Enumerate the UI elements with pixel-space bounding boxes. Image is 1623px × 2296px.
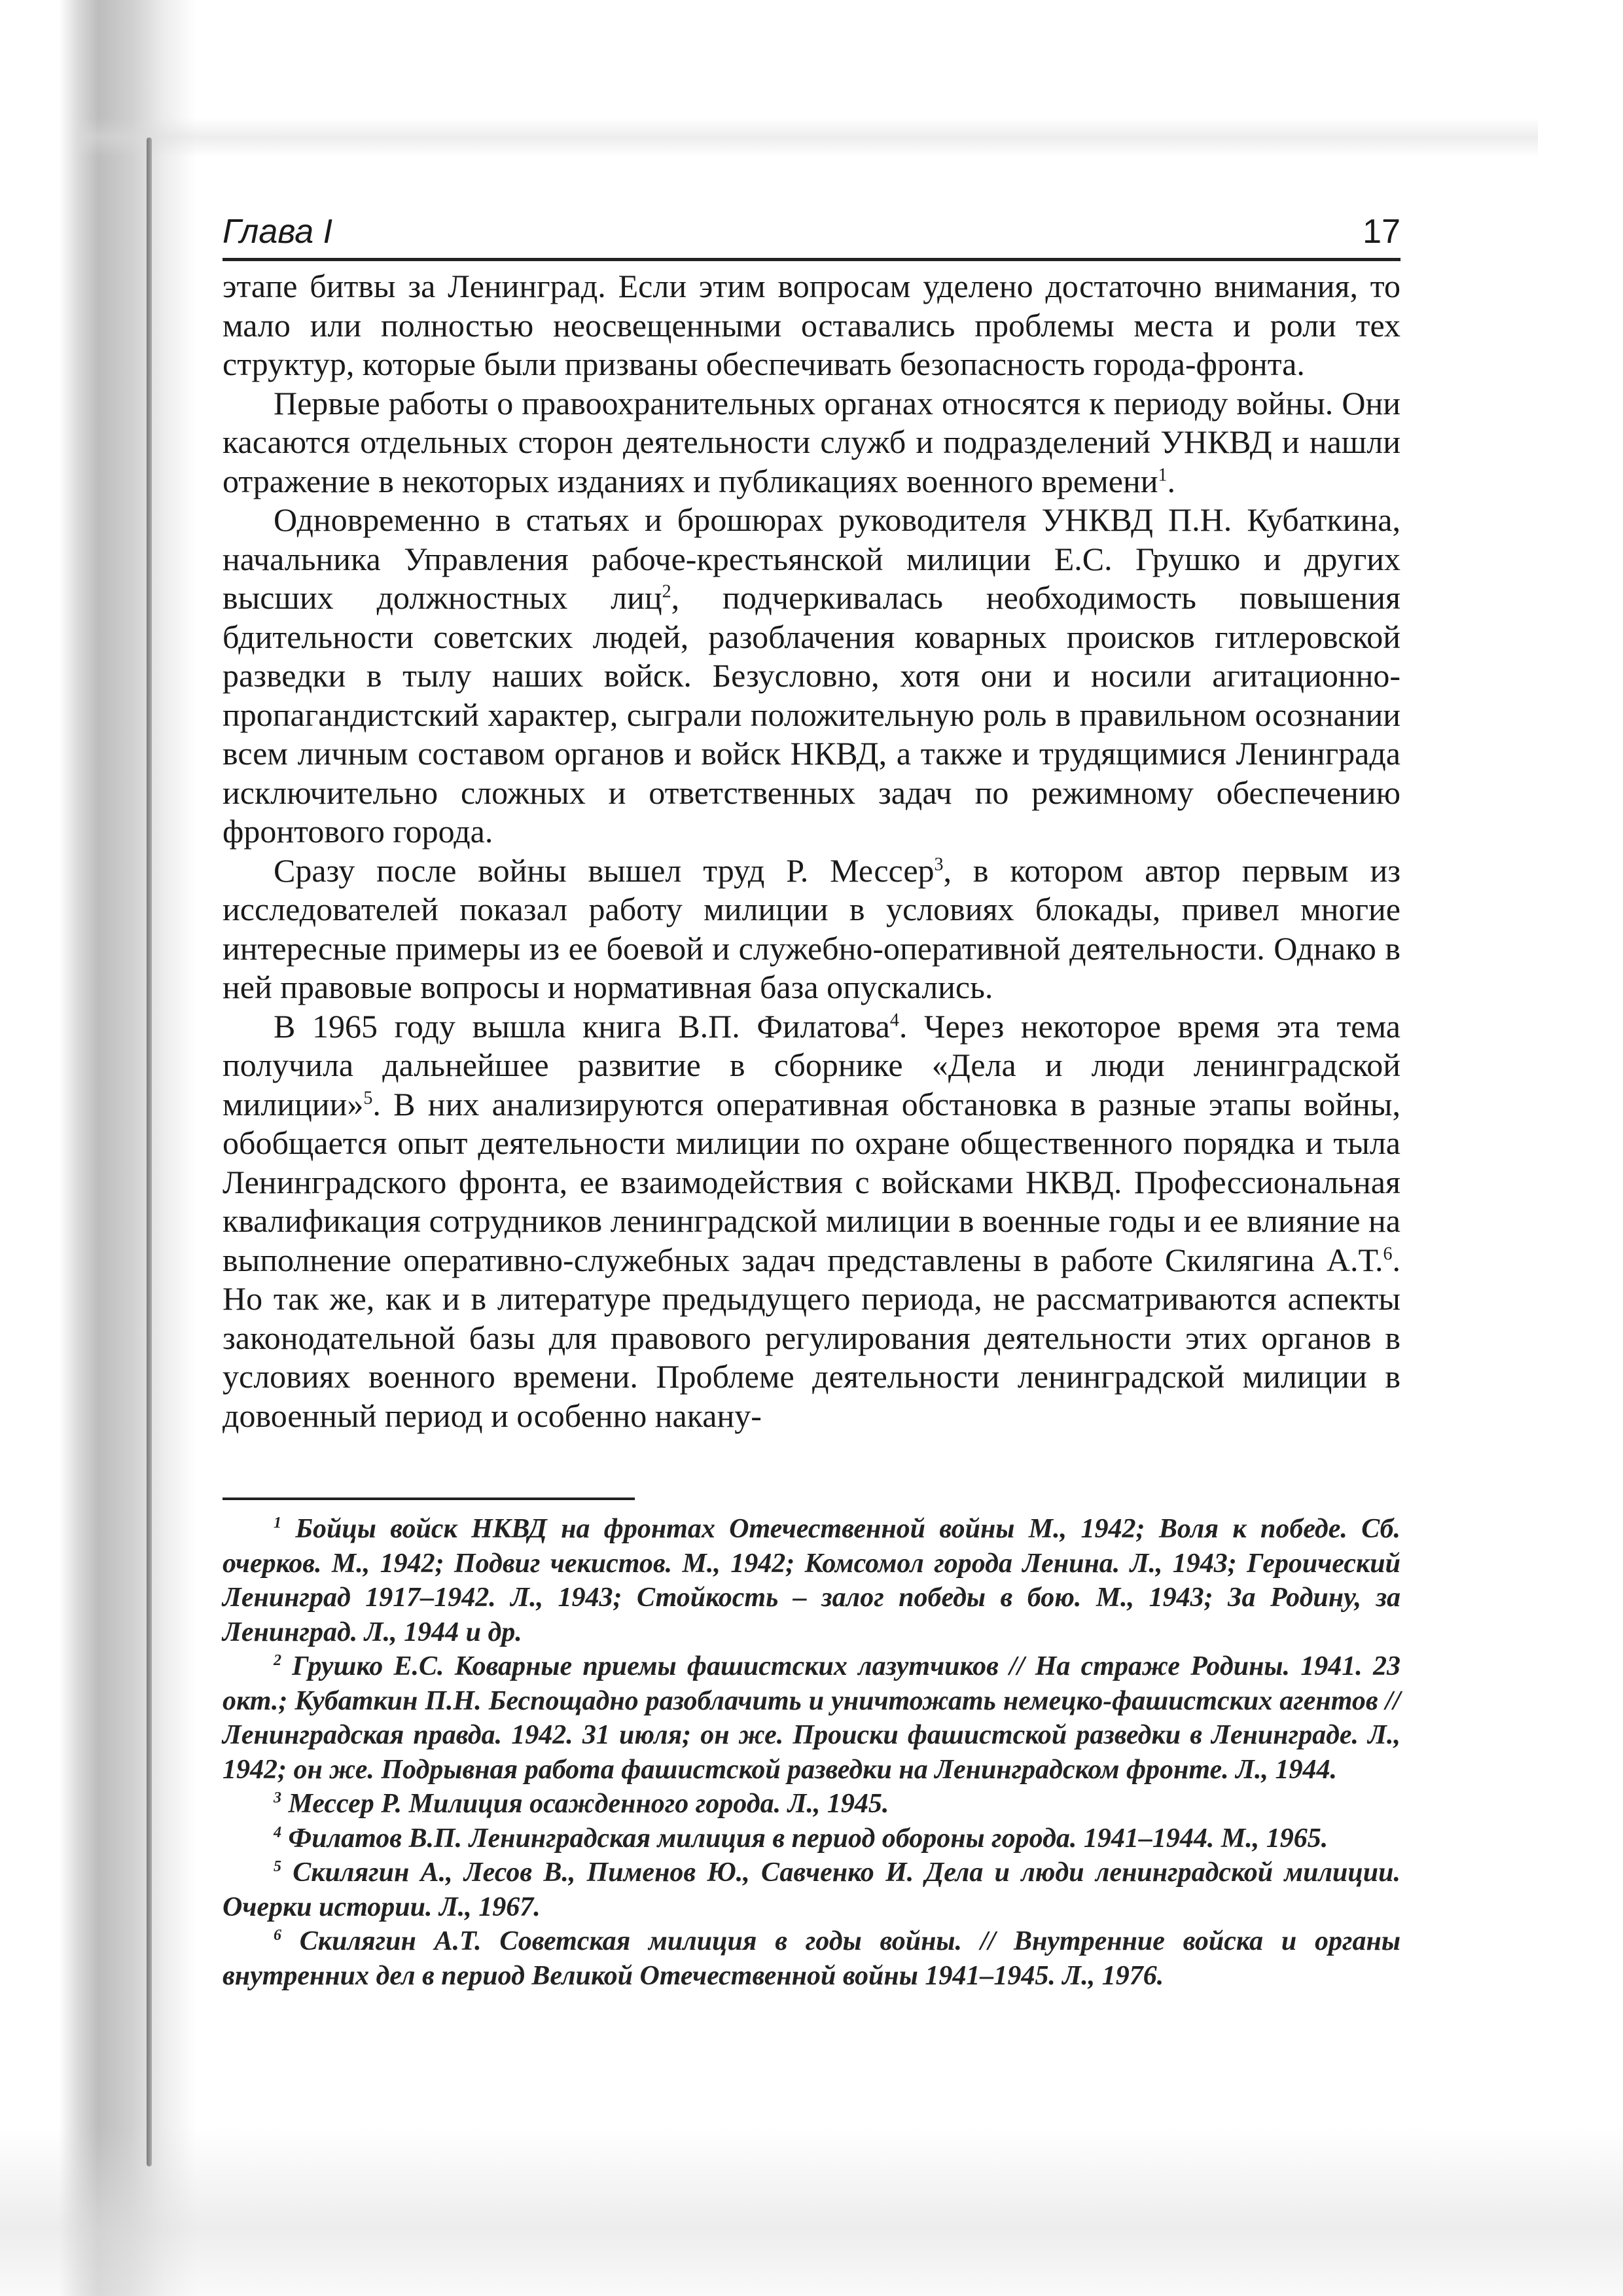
footnote-text: Филатов В.П. Ленинградская милиция в период обороны города. 1941–1944. М., 1965. [288, 1823, 1329, 1854]
footnote-text: Бойцы войск НКВД на фронтах Отечественной войны М., 1942; Воля к победе. Сб. очерков. М., 1942; Подвиг чекистов. М., 1942; Комсомол города Ленина. Л., 1943; Героический Ленинград 1917–1942. Л., 1943; Стойкость – залог победы в бою. М., 1943; За Родину, за Ленинград. Л., 1944 и др. [223, 1514, 1400, 1647]
paragraph-4-text-b: , в котором автор первым из исследователей показал работу милиции в условиях блокады, привел многие интересные примеры из ее боевой и служебно-оперативной деятельности. Однако в ней правовые вопросы и нормативная база опускались. [223, 852, 1400, 1005]
footnotes [223, 1512, 1400, 1993]
paragraph-1-text: этапе битвы за Ленинград. Если этим вопросам уделено достаточно внимания, то мало или полностью неосвещенными оставались проблемы места и роли тех структур, которые были призваны обеспечивать безопасность города-фронта. [223, 268, 1400, 382]
paragraph-2-end: . [1167, 462, 1175, 499]
footnote [223, 1821, 1400, 1856]
paragraph-2-text: Первые работы о правоохранительных органах относятся к периоду войны. Они касаются отдельных сторон деятельности служб и подразделений УНКВД и нашли отражение в некоторых изданиях и публикациях военного времени [223, 384, 1400, 499]
paragraph-5-text-b: . Через некоторое время эта тема получила дальнейшее развитие в сборнике «Дела и люди ленинградской милиции» [223, 1007, 1400, 1122]
footnote-ref-1[interactable]: 1 [1158, 464, 1168, 485]
footnote [223, 1787, 1400, 1821]
footnote-text: Скилягин А.Т. Советская милиция в годы войны. // Внутренние войска и органы внутренних дел в период Великой Отечественной войны 1941–1945. Л., 1976. [223, 1926, 1401, 1991]
paragraph-4-text-a: Сразу после войны вышел труд Р. Мессер [274, 852, 935, 889]
footnote-text: Грушко Е.С. Коварные приемы фашистских лазутчиков // На страже Родины. 1941. 23 окт.; Кубаткин П.Н. Беспощадно разоблачить и уничтожать немецко-фашистских агентов // Ленинградская правда. 1942. 31 июля; он же. Происки фашистской разведки в Ленинграде. Л., 1942; он же. Подрывная работа фашистской разведки на Ленинградском фронте. Л., 1944. [223, 1651, 1401, 1785]
paragraph-3 [223, 501, 1400, 852]
paragraph-3-text-a: Одновременно в статьях и брошюрах руководителя УНКВД П.Н. Кубаткина, начальника Управления рабоче-крестьянской милиции Е.С. Грушко и других высших должностных лиц [223, 501, 1400, 616]
body-text [223, 267, 1400, 1435]
footnote [223, 1924, 1400, 1993]
paragraph-5 [223, 1007, 1400, 1436]
footnote [223, 1856, 1400, 1924]
paragraph-1 [223, 267, 1400, 384]
footnote [223, 1649, 1400, 1787]
paragraph-5-text-c: . В них анализируются оперативная обстановка в разные этапы войны, обобщается опыт деятельности милиции по охране общественного порядка и тыла Ленинградского фронта, ее взаимодействия с войсками НКВД. Профессиональная квалификация сотрудников ленинградской милиции в военные годы и ее влияние на выполнение оперативно-служебных задач представлены в работе Скилягина А.Т. [223, 1085, 1400, 1278]
footnote-number: 5 [274, 1858, 281, 1875]
footnote-ref-3[interactable]: 3 [934, 853, 944, 874]
footnote-ref-4[interactable]: 4 [889, 1009, 899, 1030]
paragraph-2 [223, 384, 1400, 501]
paragraph-5-text-a: В 1965 году вышла книга В.П. Филатова [274, 1007, 890, 1045]
footnote-number: 4 [274, 1823, 281, 1841]
paragraph-3-text-b: , подчеркивалась необходимость повышения бдительности советских людей, разоблачения коварных происков гитлеровской разведки в тылу наших войск. Безусловно, хотя они и носили агитационно-пропагандистский характер, сыграли положительную роль в правильном осознании всем личным составом органов и войск НКВД, а также и трудящимися Ленинграда исключительно сложных и ответственных задач по режимному обеспечению фронтового города. [223, 579, 1400, 850]
paragraph-4 [223, 852, 1400, 1007]
running-head [223, 208, 1400, 261]
footnote-text: Мессер Р. Милиция осажденного города. Л., 1945. [288, 1789, 889, 1819]
footnote-number: 2 [274, 1652, 281, 1669]
chapter-title: Глава I [223, 213, 333, 251]
scan-margin-shadow [0, 0, 196, 2296]
paragraph-5-text-d: . Но так же, как и в литературе предыдущего периода, не рассматриваются аспекты законодательной базы для правового регулирования деятельности этих органов в условиях военного времени. Проблеме деятельности ленинградской милиции в довоенный период и особенно накану- [223, 1241, 1400, 1434]
footnote-number: 6 [274, 1927, 281, 1944]
page-number: 17 [1363, 213, 1400, 251]
footnote-ref-6[interactable]: 6 [1383, 1243, 1393, 1264]
footnote-text: Скилягин А., Лесов В., Пименов Ю., Савченко И. Дела и люди ленинградской милиции. Очерки истории. Л., 1967. [223, 1857, 1400, 1922]
footnote-ref-5[interactable]: 5 [363, 1087, 373, 1108]
scan-bottom-shadow [0, 2127, 1623, 2296]
footnote-ref-2[interactable]: 2 [662, 581, 671, 602]
footnote-number: 1 [274, 1515, 281, 1532]
footnote-divider [223, 1498, 635, 1500]
scan-top-shadow [79, 118, 1538, 157]
footnote-number: 3 [274, 1789, 281, 1806]
footnote [223, 1512, 1400, 1649]
page-edge [147, 137, 152, 2166]
